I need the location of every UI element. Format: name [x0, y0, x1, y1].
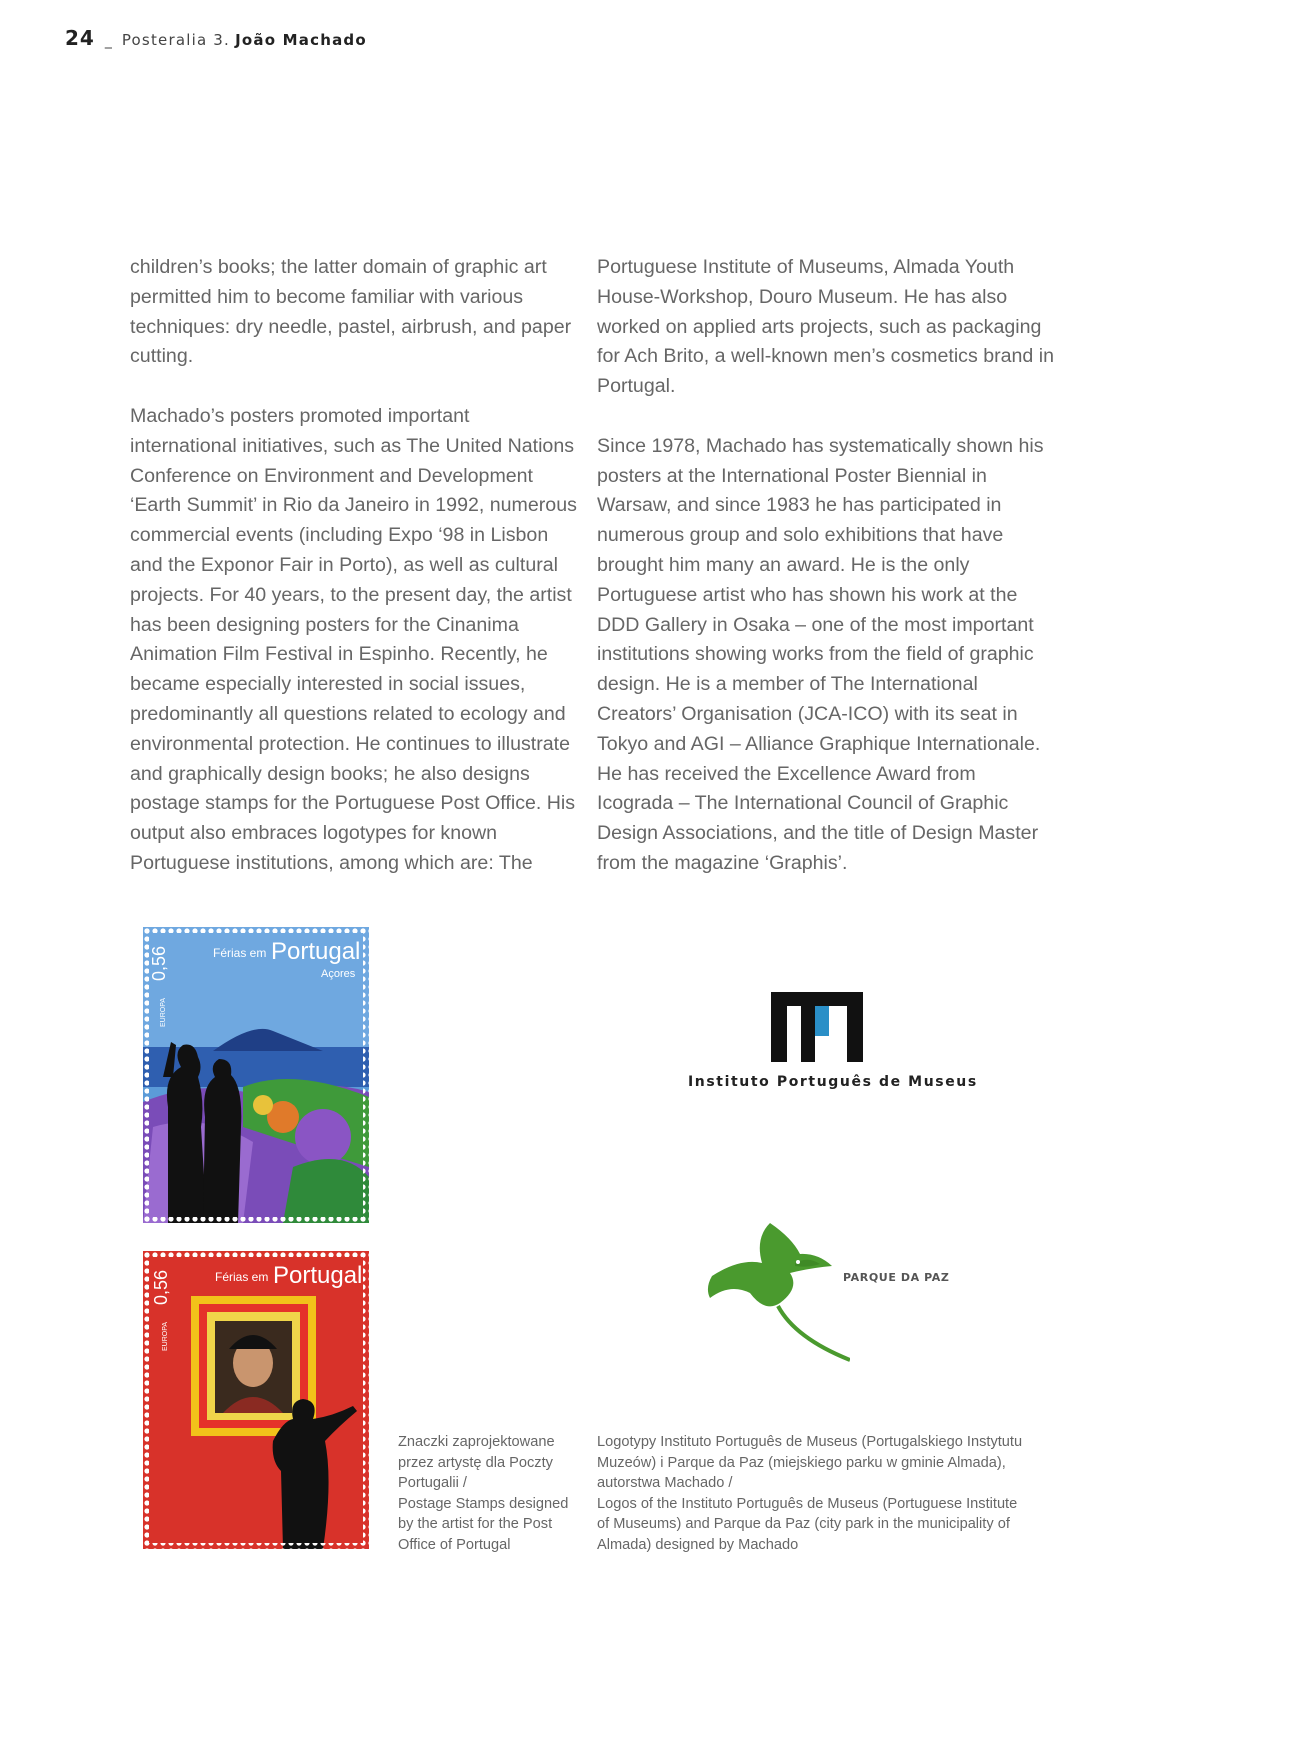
caption-line: Portugalii / [398, 1475, 467, 1492]
parque-da-paz-logo [700, 1218, 960, 1368]
caption-line: Znaczki zaprojektowane [398, 1434, 555, 1450]
stamp-europa-label: EUROPA [160, 997, 167, 1027]
postage-stamp-azores [143, 927, 369, 1223]
caption-line: przez artystę dla Poczty [398, 1454, 553, 1471]
caption-line: Office of Portugal [398, 1536, 511, 1553]
header-separator: _ [104, 33, 112, 49]
paragraph: Since 1978, Machado has systematically shown his posters at the International Poster Biennial in Warsaw, and since 1983 he has participated in numerous group and solo exhibitions that have brought him many an award. He is the only Portuguese artist who has shown his work at the DDD Gallery in Osaka – one of the most important institutions showing works from the field of graphic design. He is a member of The International Creators’ Organisation (JCA-ICO) with its seat in Tokyo and AGI – Alliance Graphique Internationale. He has received the Excellence Award from Icograda – The International Council of Graphic Design Associations, and the title of Design Master from the magazine ‘Graphis’. [597, 434, 1044, 874]
running-header [65, 26, 367, 50]
caption-line: by the artist for the Post [398, 1516, 553, 1533]
postage-stamp-portrait [143, 1251, 369, 1549]
caption-line: Logotypy Instituto Português de Museus (Portugalskiego Instytutu [597, 1434, 1023, 1450]
stamp-value: 0,56 [149, 945, 169, 981]
caption-line: Postage Stamps designed [398, 1495, 569, 1512]
page-number: 24 [65, 26, 95, 50]
paragraph: Machado’s posters promoted important international initiatives, such as The United Nations Conference on Environment and Development ‘Earth Summit’ in Rio da Janeiro in 1992, numerous commercial events (including Expo ‘98 in Lisbon and the Exponor Fair in Porto), as well as cultural projects. For 40 years, to the present day, the artist has been designing posters for the Cinanima Animation Film Festival in Espinho. Recently, he became especially interested in social issues, predominantly all questions related to ecology and environmental protection. He continues to illustrate and graphically design books; he also designs postage stamps for the Portuguese Post Office. His output also embraces logotypes for known Portuguese institutions, among which are: The [130, 404, 577, 874]
caption-line: of Museums) and Parque da Paz (city park in the municipality of [597, 1516, 1010, 1533]
ipm-logo-text: Instituto Português de Museus [688, 1074, 978, 1090]
caption-line: Muzeów) i Parque da Paz (miejskiego parku w gminie Almada), [597, 1454, 1006, 1471]
parque-da-paz-text: PARQUE DA PAZ [843, 1271, 950, 1284]
stamp-value: 0,56 [151, 1269, 171, 1305]
ipm-logo-mark [771, 992, 863, 1062]
stamp-region-label: Açores [321, 968, 356, 980]
caption-line: Almada) designed by Machado [597, 1536, 799, 1553]
dove-leaf-icon [700, 1218, 850, 1368]
caption-line: Logos of the Instituto Português de Museus (Portuguese Institute [597, 1495, 1018, 1512]
logos-caption [597, 1432, 1057, 1556]
paragraph: children’s books; the latter domain of graphic art permitted him to become familiar with various techniques: dry needle, pastel, airbrush, and paper cutting. [130, 256, 572, 368]
author-name: João Machado [235, 31, 367, 49]
stamp-europa-label: EUROPA [162, 1321, 169, 1351]
caption-line: autorstwa Machado / [597, 1475, 733, 1492]
right-text-column [597, 253, 1057, 909]
publication-title: Posteralia 3. [121, 31, 231, 49]
stamp-country-label: Portugal [271, 938, 361, 965]
ipm-logo [688, 985, 978, 1095]
stamp-country-label: Portugal [273, 1262, 363, 1289]
stamp-ferias-label: Férias em [213, 946, 267, 960]
stamps-caption [398, 1432, 578, 1556]
left-text-column [130, 253, 580, 909]
paragraph: Portuguese Institute of Museums, Almada Youth House-Workshop, Douro Museum. He has also worked on applied arts projects, such as packaging for Ach Brito, a well-known men’s cosmetics brand in Portugal. [597, 256, 1055, 398]
stamp-ferias-label: Férias em [215, 1270, 269, 1284]
